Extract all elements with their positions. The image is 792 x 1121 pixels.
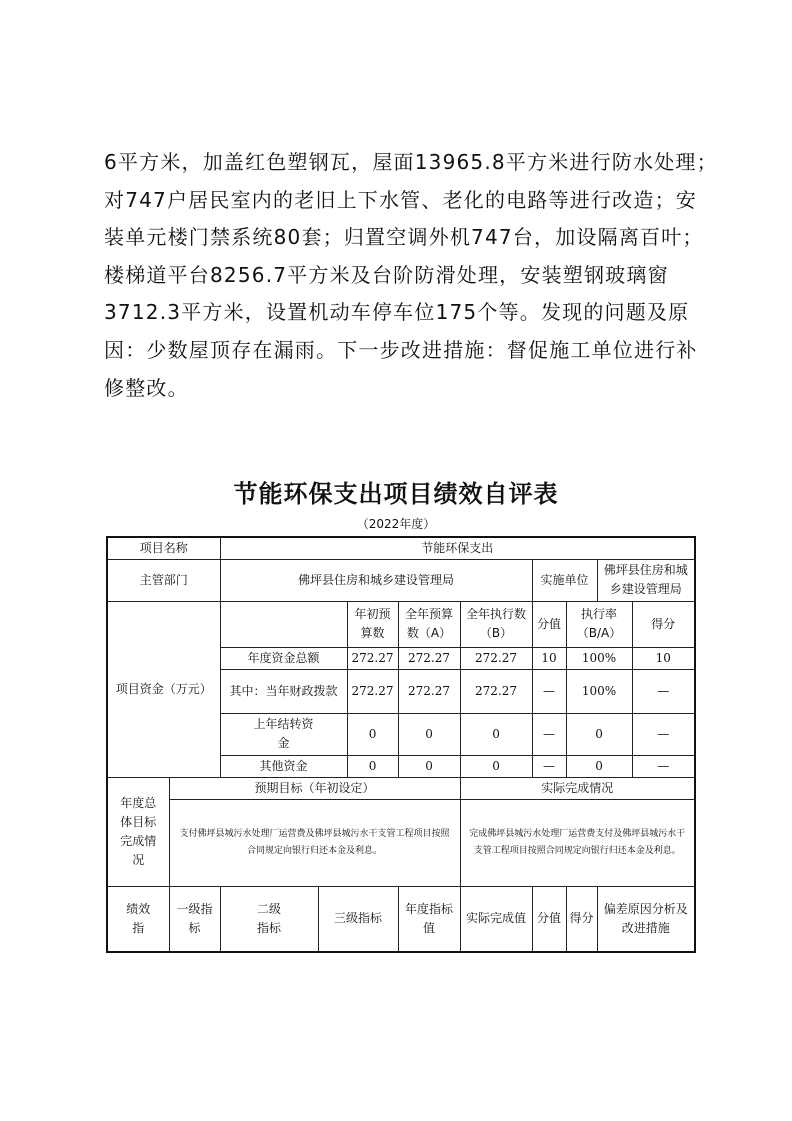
funds-value: —	[532, 713, 566, 755]
indicator-level2: 二级指标	[220, 886, 318, 952]
funds-budget: 0	[398, 755, 460, 777]
funds-exec: 272.27	[460, 647, 532, 669]
impl-unit: 佛坪县住房和城乡建设管理局	[597, 559, 695, 601]
funds-rate: 0	[566, 713, 632, 755]
dept-label: 主管部门	[107, 559, 220, 601]
table-year: （2022年度）	[356, 517, 436, 531]
funds-budget: 272.27	[398, 647, 460, 669]
project-name: 节能环保支出	[220, 537, 695, 559]
funds-initial: 0	[347, 755, 398, 777]
indicator-score-value: 分值	[532, 886, 566, 952]
header-annual-exec: 全年执行数（B）	[460, 601, 532, 647]
funds-rate: 100%	[566, 669, 632, 713]
funds-exec: 0	[460, 755, 532, 777]
funds-initial: 272.27	[347, 669, 398, 713]
funds-score: —	[632, 669, 695, 713]
goal-expected-text: 支付佛坪县城污水处理厂运营费及佛坪县城污水干支管工程项目按照合同规定向银行归还本金及利息。	[169, 799, 460, 886]
dept: 佛坪县住房和城乡建设管理局	[220, 559, 532, 601]
funds-score: —	[632, 713, 695, 755]
funds-header-blank	[220, 601, 347, 647]
indicator-annual-value: 年度指标值	[398, 886, 460, 952]
funds-rate: 100%	[566, 647, 632, 669]
funds-initial: 0	[347, 713, 398, 755]
impl-unit-label: 实施单位	[532, 559, 597, 601]
header-initial-budget: 年初预算数	[347, 601, 398, 647]
funds-rate: 0	[566, 755, 632, 777]
header-exec-rate: 执行率（B/A）	[566, 601, 632, 647]
goal-actual-label: 实际完成情况	[460, 777, 695, 799]
indicator-perf: 绩效指	[107, 886, 169, 952]
table-title: 节能环保支出项目绩效自评表	[233, 480, 559, 508]
indicator-level1: 一级指标	[169, 886, 220, 952]
funds-label: 项目资金（万元）	[107, 601, 220, 777]
paragraph-line: 修整改。	[104, 375, 189, 400]
indicator-actual-value: 实际完成值	[460, 886, 532, 952]
header-score: 得分	[632, 601, 695, 647]
paragraph-line: 对747户居民室内的老旧上下水管、老化的电路等进行改造；安	[104, 187, 697, 212]
funds-value: —	[532, 669, 566, 713]
indicator-score: 得分	[566, 886, 597, 952]
project-name-label: 项目名称	[107, 537, 220, 559]
funds-value: —	[532, 755, 566, 777]
goal-expected-label: 预期目标（年初设定）	[169, 777, 460, 799]
paragraph-line: 6平方米，加盖红色塑钢瓦，屋面13965.8平方米进行防水处理；	[104, 150, 718, 174]
funds-row-label: 年度资金总额	[220, 647, 347, 669]
goal-label: 年度总体目标完成情况	[107, 777, 169, 886]
goal-actual-text: 完成佛坪县城污水处理厂运营费支付及佛坪县城污水干支管工程项目按照合同规定向银行归还本金及利息。	[460, 799, 695, 886]
header-annual-budget: 全年预算数（A）	[398, 601, 460, 647]
header-score-value: 分值	[532, 601, 566, 647]
body-paragraph	[104, 144, 718, 407]
indicator-deviation: 偏差原因分析及改进措施	[597, 886, 695, 952]
paragraph-line: 因：少数屋顶存在漏雨。下一步改进措施：督促施工单位进行补	[104, 337, 698, 362]
indicator-level3: 三级指标	[318, 886, 398, 952]
performance-table	[106, 536, 696, 953]
paragraph-line: 3712.3平方米，设置机动车停车位175个等。发现的问题及原	[104, 300, 690, 325]
funds-row-label: 上年结转资金	[220, 713, 347, 755]
funds-score: —	[632, 755, 695, 777]
funds-budget: 0	[398, 713, 460, 755]
funds-exec: 272.27	[460, 669, 532, 713]
paragraph-line: 楼梯道平台8256.7平方米及台阶防滑处理，安装塑钢玻璃窗	[104, 262, 669, 287]
funds-row-label: 其他资金	[220, 755, 347, 777]
funds-budget: 272.27	[398, 669, 460, 713]
funds-exec: 0	[460, 713, 532, 755]
funds-score: 10	[632, 647, 695, 669]
paragraph-line: 装单元楼门禁系统80套；归置空调外机747台，加设隔离百叶；	[104, 225, 704, 250]
funds-row-label: 其中：当年财政拨款	[220, 669, 347, 713]
funds-value: 10	[532, 647, 566, 669]
funds-initial: 272.27	[347, 647, 398, 669]
